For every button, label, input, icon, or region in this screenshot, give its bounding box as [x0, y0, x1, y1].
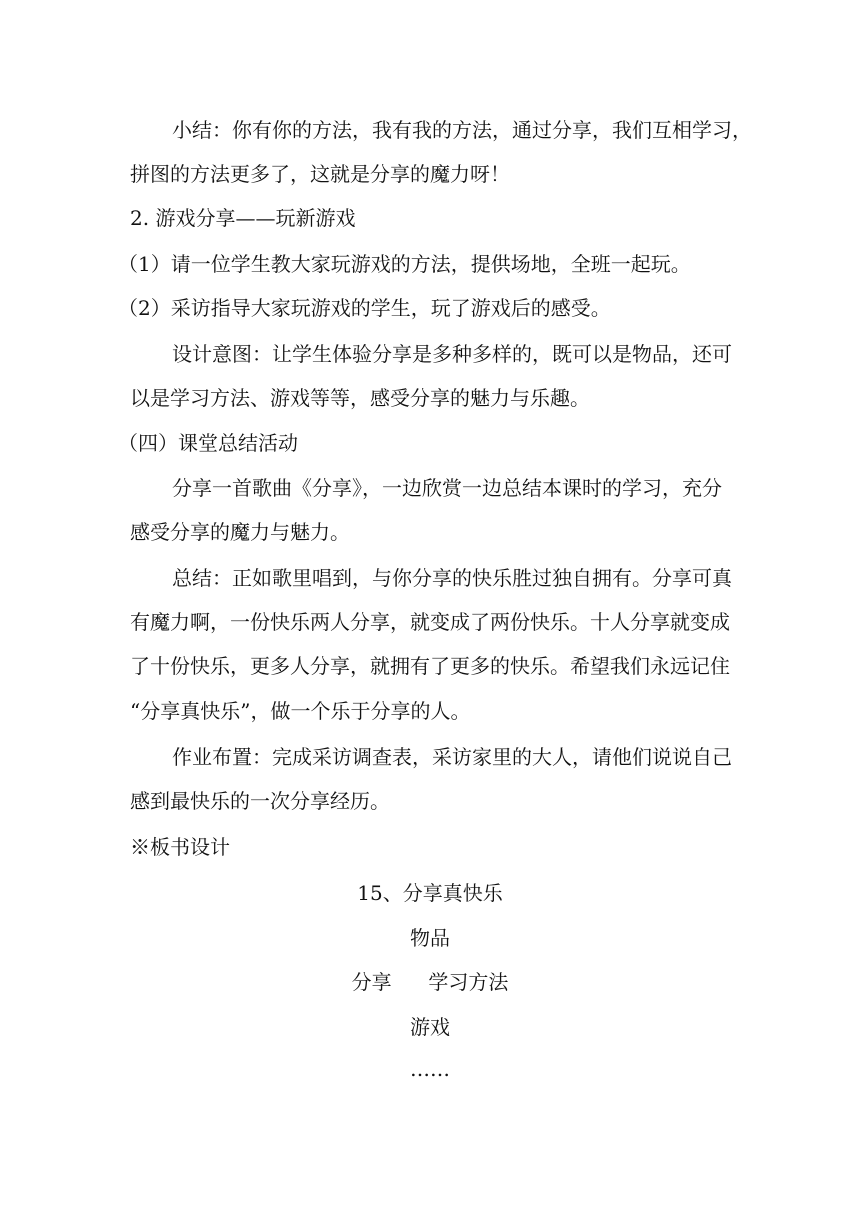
- board-item-learning-methods: 学习方法: [428, 970, 509, 994]
- board-share-label: 分享: [351, 970, 392, 994]
- board-title: 15、分享真快乐: [357, 881, 503, 905]
- song-paragraph-line-1: 分享一首歌曲《分享》，一边欣赏一边总结本课时的学习，充分: [172, 476, 722, 500]
- game-step-2: （2）采访指导大家玩游戏的学生，玩了游戏后的感受。: [118, 296, 611, 320]
- design-intent-line-1: 设计意图：让学生体验分享是多种多样的，既可以是物品，还可: [172, 342, 732, 366]
- conclusion-line-3: 了十份快乐，更多人分享，就拥有了更多的快乐。希望我们永远记住: [130, 654, 730, 678]
- game-share-heading: 2. 游戏分享——玩新游戏: [130, 206, 356, 230]
- homework-line-1: 作业布置：完成采访调查表，采访家里的大人，请他们说说自己: [172, 745, 732, 769]
- game-step-1: （1）请一位学生教大家玩游戏的方法，提供场地，全班一起玩。: [118, 252, 691, 276]
- conclusion-line-4: “分享真快乐”，做一个乐于分享的人。: [130, 699, 471, 723]
- board-item-goods: 物品: [410, 926, 450, 950]
- summary-paragraph-line-1: 小结：你有你的方法，我有我的方法，通过分享，我们互相学习，: [172, 118, 752, 142]
- summary-paragraph-line-2: 拼图的方法更多了，这就是分享的魔力呀！: [130, 162, 510, 186]
- design-intent-line-2: 以是学习方法、游戏等等，感受分享的魅力与乐趣。: [130, 386, 590, 410]
- board-ellipsis: ……: [410, 1057, 450, 1081]
- board-share-row: [0, 968, 860, 996]
- song-paragraph-line-2: 感受分享的魔力与魅力。: [130, 520, 350, 544]
- homework-line-2: 感到最快乐的一次分享经历。: [130, 789, 390, 813]
- conclusion-line-1: 总结：正如歌里唱到，与你分享的快乐胜过独自拥有。分享可真: [172, 566, 732, 590]
- class-summary-heading: （四）课堂总结活动: [118, 431, 298, 455]
- board-item-games: 游戏: [410, 1015, 450, 1039]
- board-design-heading: ※板书设计: [130, 835, 230, 859]
- conclusion-line-2: 有魔力啊，一份快乐两人分享，就变成了两份快乐。十人分享就变成: [130, 610, 730, 634]
